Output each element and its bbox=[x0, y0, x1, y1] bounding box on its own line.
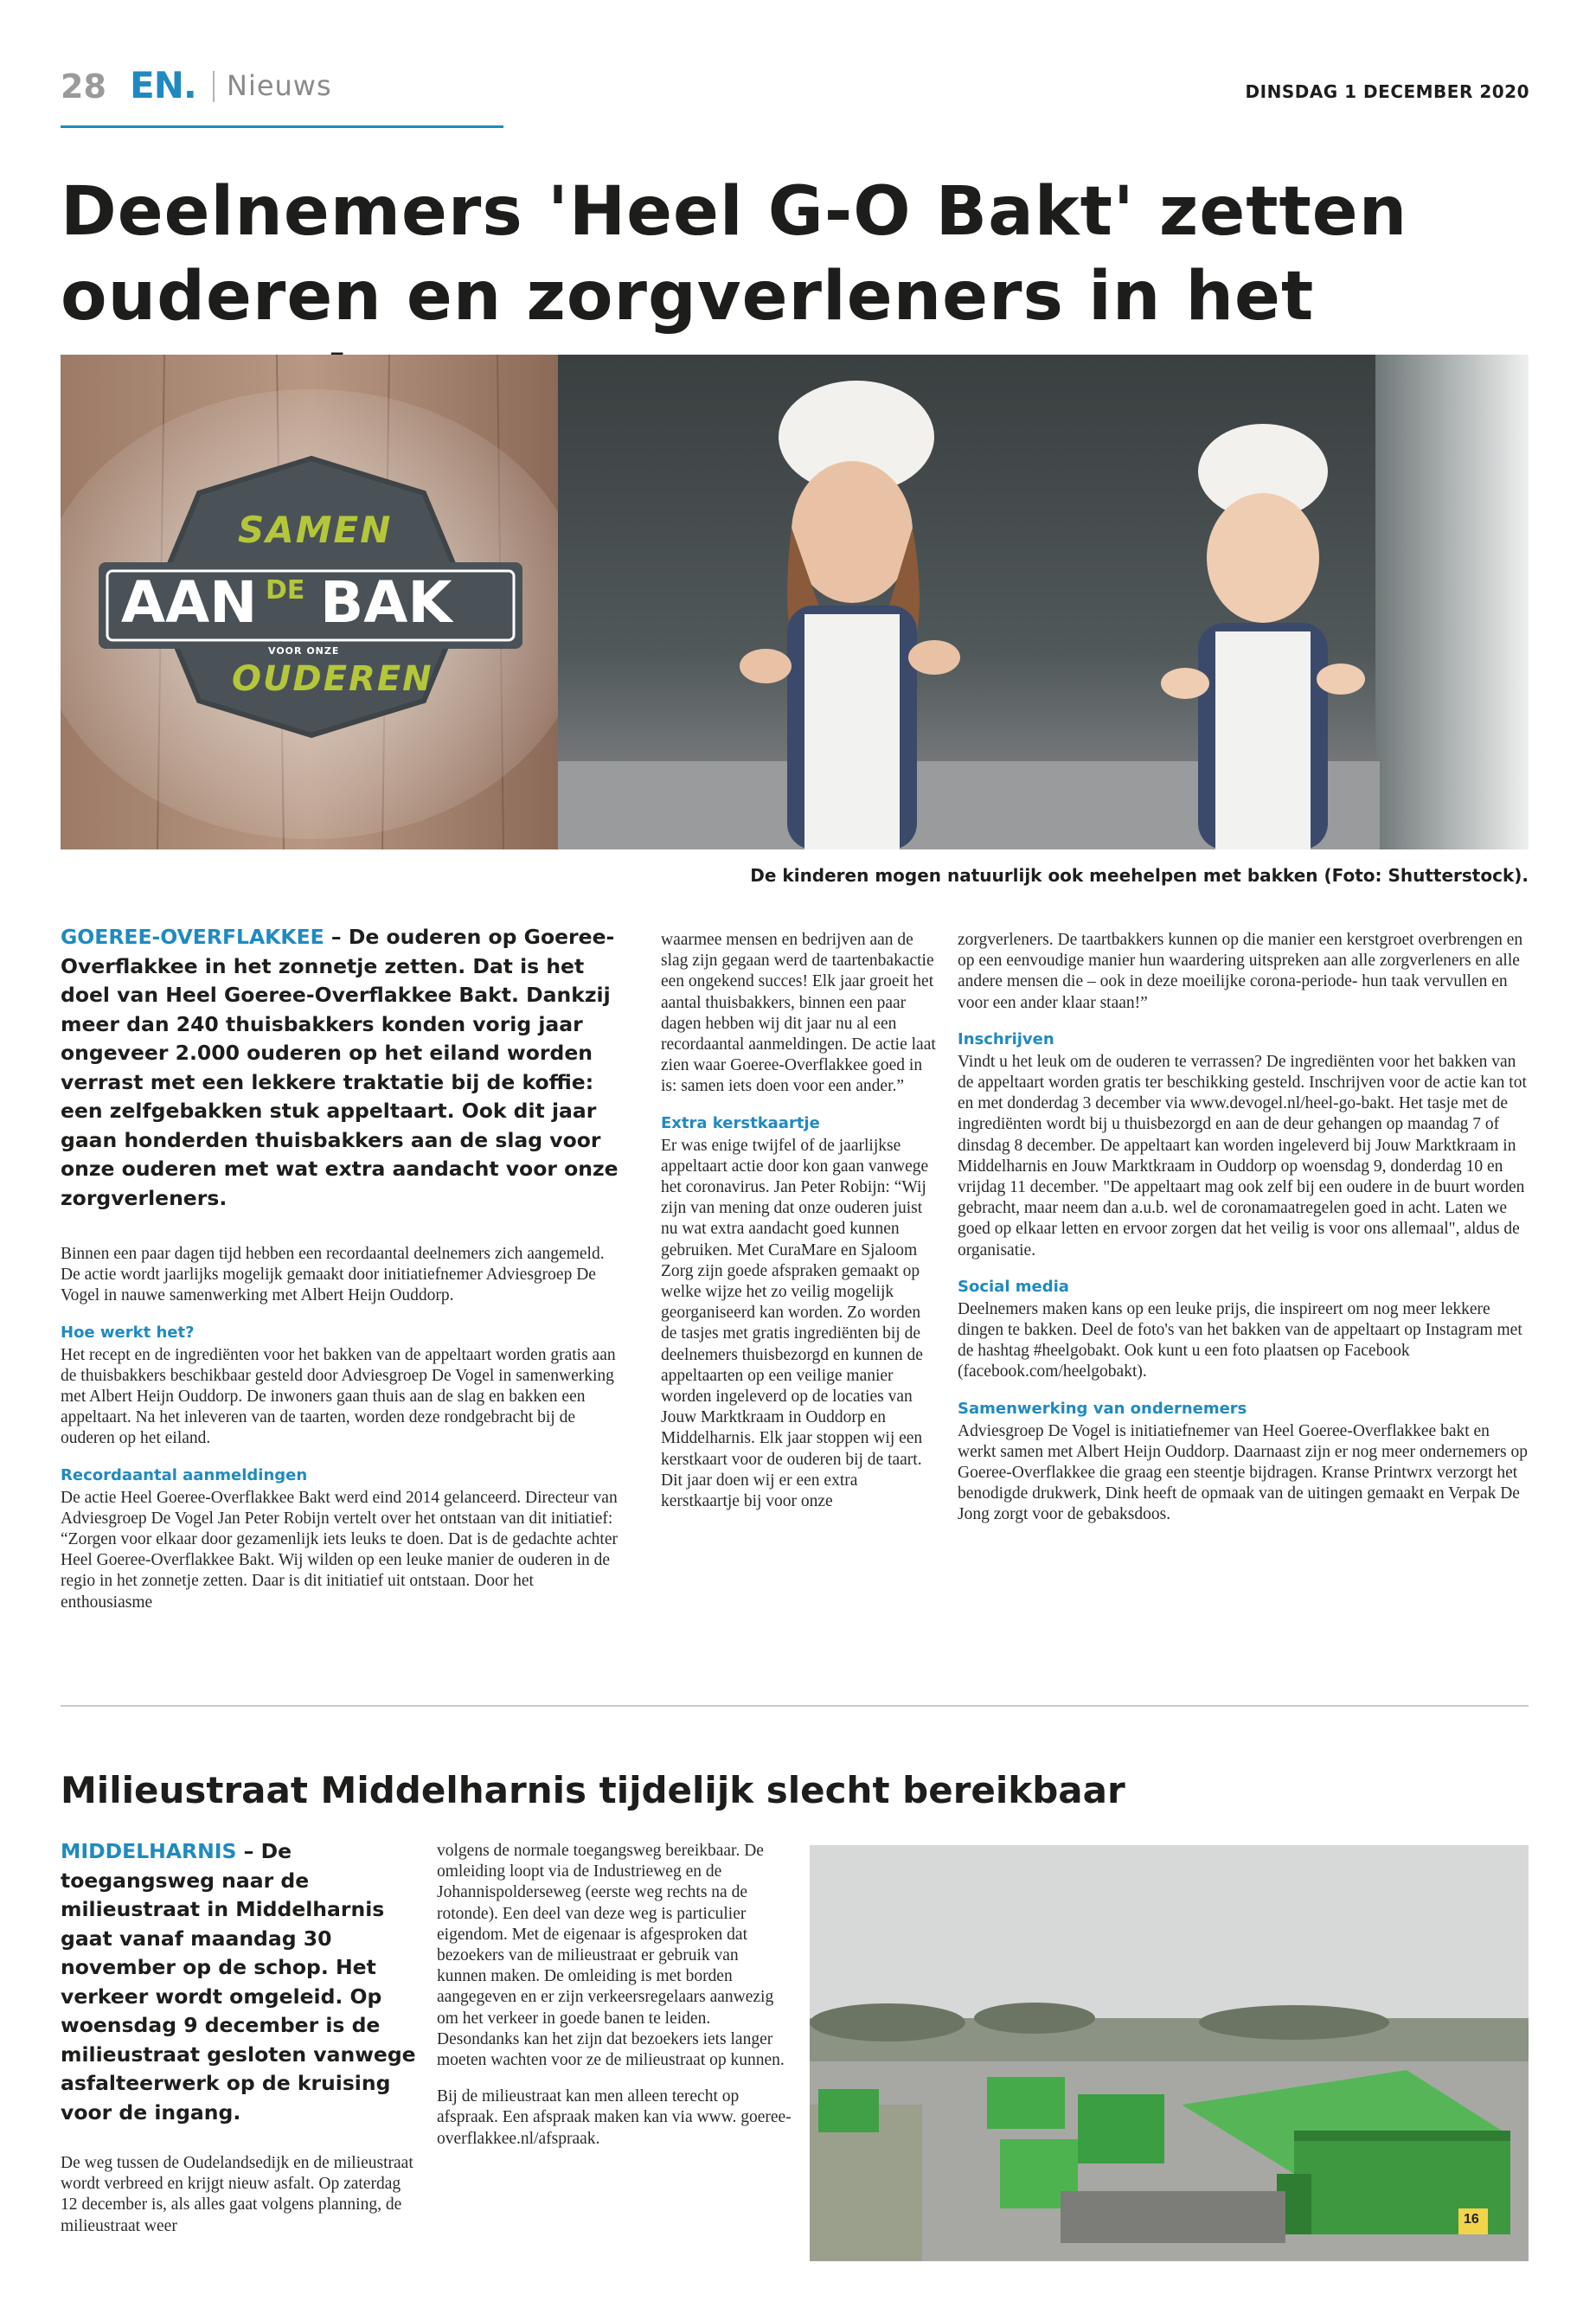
subheading: Samenwerking van ondernemers bbox=[958, 1399, 1247, 1418]
subheading: Inschrijven bbox=[958, 1029, 1054, 1048]
badge-de-text: DE bbox=[266, 575, 305, 606]
article2-headline: Milieustraat Middelharnis tijdelijk slecht bereikbaar bbox=[61, 1769, 1125, 1811]
lead-text: – De toegangsweg naar de milieustraat in Middelharnis gaat vanaf maandag 30 november op de schop. Het verkeer wordt omgeleid. Op woensdag 9 december is de milieustraat gesloten vanwege asfalteerwerk op de kruising voor de ingang. bbox=[61, 1839, 416, 2125]
section-name: Nieuws bbox=[227, 69, 332, 102]
badge-bottom-text: OUDEREN bbox=[232, 659, 433, 699]
paragraph: Het recept en de ingrediënten voor het bakken van de appeltaart worden gratis aan de thuisbakkers beschikbaar gesteld door Adviesgroep De Vogel in samenwerking met Albert Heijn Ouddorp. De inwoners gaan thuis aan de slag en bakken een appeltaart. Na het inleveren van de taarten, worden deze rondgebracht bij de ouderen op het eiland. bbox=[61, 1345, 616, 1448]
badge-bak-text: BAK bbox=[320, 569, 452, 636]
paragraph: Er was enige twijfel of de jaarlijkse appeltaart actie door kon gaan vanwege het coronavirus. Jan Peter Robijn: “Wij zijn van mening dat onze ouderen juist nu wat extra aandacht goed kunnen gebruiken. Met CuraMare en Sjaloom Zorg zijn goede afspraken gemaakt op welke wijze het zo veilig mogelijk georganiseerd kan worden. Zo worden de tasjes met gratis ingrediënten bij de deelnemers thuisbezorgd en kunnen de appeltaarten op een veilige manier worden ingeleverd op de locaties van Jouw Marktkraam in Ouddorp en Middelharnis. Elk jaar stoppen wij een kerstkaart voor de ouderen bij de taart. Dit jaar doen wij er een extra kerstkaartje bij voor onze bbox=[661, 1136, 929, 1511]
subheading: Extra kerstkaartje bbox=[661, 1113, 820, 1132]
dateline: MIDDELHARNIS bbox=[61, 1839, 237, 1863]
page-number: 28 bbox=[61, 67, 106, 106]
article-column-1 bbox=[61, 923, 627, 1629]
photo-caption: De kinderen mogen natuurlijk ook meehelpen met bakken (Foto: Shutterstock). bbox=[750, 865, 1529, 886]
headline-line-1: Deelnemers 'Heel G-O Bakt' zetten bbox=[61, 173, 1408, 251]
hero-photo bbox=[61, 355, 1529, 849]
badge-small-text: VOOR ONZE bbox=[268, 645, 340, 657]
newspaper-logo: EN. bbox=[130, 64, 196, 106]
subheading: Hoe werkt het? bbox=[61, 1323, 195, 1342]
badge-top-text: SAMEN bbox=[238, 509, 393, 551]
headline-line-2: ouderen en zorgverleners in het bbox=[61, 258, 1315, 336]
dateline: GOEREE-OVERFLAKKEE bbox=[61, 925, 324, 949]
article2-column-1 bbox=[61, 1837, 420, 2253]
subheading: Social media bbox=[958, 1277, 1069, 1296]
header-rule bbox=[61, 125, 503, 128]
paragraph: Vindt u het leuk om de ouderen te verrassen? De ingrediënten voor het bakken van de appeltaart worden gratis ter beschikking gesteld. Inschrijven voor de actie kan tot en met donderdag 3 december via www.devogel.nl/heel-go-bakt. Het tasje met de ingrediënten wordt bij u thuisbezorgd en aan de deur gehangen op maandag 7 of dinsdag 8 december. De appeltaart kan worden ingeleverd bij Jouw Marktkraam in Middelharnis en Jouw Marktkraam in Ouddorp op woensdag 9, donderdag 10 en vrijdag 11 december. "De appeltaart mag ook zelf bij een oudere in de buurt worden gebracht, maar neem dan a.u.b. wel de coronamaatregelen goed in acht. Laten we goed op elkaar letten en ervoor zorgen dat het veilig is voor ons allemaal", aldus de organisatie. bbox=[958, 1052, 1527, 1259]
paragraph: Adviesgroep De Vogel is initiatiefnemer van Heel Goeree-Overflakkee bakt en werkt samen met Albert Heijn Ouddorp. Daarnaast zijn er nog meer ondernemers op Goeree-Overflakkee die graag een steentje bijdragen. Kranse Printwrx verzorgt het benodigde drukwerk, Dink heeft de opmaak van de uitingen gemaakt en Verpak De Jong zorgt voor de gebaksdoos. bbox=[958, 1421, 1528, 1524]
paragraph: De weg tussen de Oudelandsedijk en de milieustraat wordt verbreed en krijgt nieuw asfalt. Op zaterdag 12 december is, als alles gaat volgens planning, de milieustraat weer bbox=[61, 2154, 413, 2235]
container-number-sign: 16 bbox=[1464, 2212, 1479, 2227]
milieustraat-photo bbox=[810, 1845, 1529, 2261]
article-column-3 bbox=[958, 930, 1529, 1541]
paragraph: Deelnemers maken kans op een leuke prijs, die inspireert om nog meer lekkere dingen te bakken. Deel de foto's van het bakken van de appeltaart op Instagram met de hashtag #heelgobakt. Ook kunt u een foto plaatsen op Facebook (facebook.com/heelgobakt). bbox=[958, 1299, 1522, 1381]
lead-text: – De ouderen op Goeree-Overflakkee in het zonnetje zetten. Dat is het doel van Heel Goeree-Overflakkee Bakt. Dankzij meer dan 240 thuisbakkers konden vorig jaar ongeveer 2.000 ouderen op het eiland worden verrast met een lekkere traktatie bij de koffie: een zelfgebakken stuk appeltaart. Ook dit jaar gaan honderden thuisbakkers aan de slag voor onze ouderen met wat extra aandacht voor onze zorgverleners. bbox=[61, 925, 619, 1210]
article-divider bbox=[61, 1705, 1529, 1707]
subheading: Recordaantal aanmeldingen bbox=[61, 1465, 308, 1484]
issue-date: DINSDAG 1 DECEMBER 2020 bbox=[1245, 81, 1529, 102]
milieustraat-illustration bbox=[810, 1845, 1529, 2261]
article2-lead bbox=[61, 1837, 420, 2127]
paragraph: Binnen een paar dagen tijd hebben een recordaantal deelnemers zich aangemeld. De actie wordt jaarlijks mogelijk gemaakt door initiatiefnemer Adviesgroep De Vogel in nauwe samenwerking met Albert Heijn Ouddorp. bbox=[61, 1245, 605, 1305]
paragraph: Bij de milieustraat kan men alleen terecht op afspraak. Een afspraak maken kan via www. goeree-overflakkee.nl/afspraak. bbox=[437, 2087, 792, 2148]
article-lead bbox=[61, 923, 627, 1213]
article-column-2 bbox=[661, 930, 939, 1528]
article2-column-2 bbox=[437, 1841, 792, 2165]
header-separator bbox=[213, 71, 215, 102]
paragraph: waarmee mensen en bedrijven aan de slag zijn gegaan werd de taartenbakactie een ongekend succes! Elk jaar groeit het aantal thuisbakkers, binnen een paar dagen hebben wij dit jaar nu al een recordaantal aanmeldingen. De actie laat zien waar Goeree-Overflakkee goed in is: samen iets doen voor een ander.” bbox=[661, 931, 936, 1096]
paragraph: De actie Heel Goeree-Overflakkee Bakt werd eind 2014 gelanceerd. Directeur van Adviesgroep De Vogel Jan Peter Robijn vertelt over het ontstaan van dit initiatief: “Zorgen voor elkaar door gezamenlijk iets leuks te doen. Dat is de gedachte achter Heel Goeree-Overflakkee Bakt. Wij wilden op een leuke manier de ouderen in de regio in het zonnetje zetten. Daar is dit initiatief uit ontstaan. Door het enthousiasme bbox=[61, 1488, 618, 1612]
badge-aan-text: AAN bbox=[121, 569, 258, 636]
paragraph: zorgverleners. De taartbakkers kunnen op die manier een kerstgroet overbrengen en op een eenvoudige manier hun waardering uitspreken aan alle zorgverleners en alle andere mensen die – ook in deze moeilijke corona-periode- hun taak vervullen en voor een ander klaar staan!” bbox=[958, 931, 1523, 1012]
paragraph: volgens de normale toegangsweg bereikbaar. De omleiding loopt via de Industrieweg en de Johannispolderseweg (eerste weg rechts na de rotonde). Een deel van deze weg is particulier eigendom. Met de eigenaar is afgesproken dat bezoekers van de milieustraat er gebruik van kunnen maken. De omleiding is met borden aangegeven en er zijn verkeersregelaars aanwezig om het verkeer in goede banen te leiden. Desondanks kan het zijn dat bezoekers iets langer moeten wachten voor ze de milieustraat op kunnen. bbox=[437, 1842, 785, 2070]
